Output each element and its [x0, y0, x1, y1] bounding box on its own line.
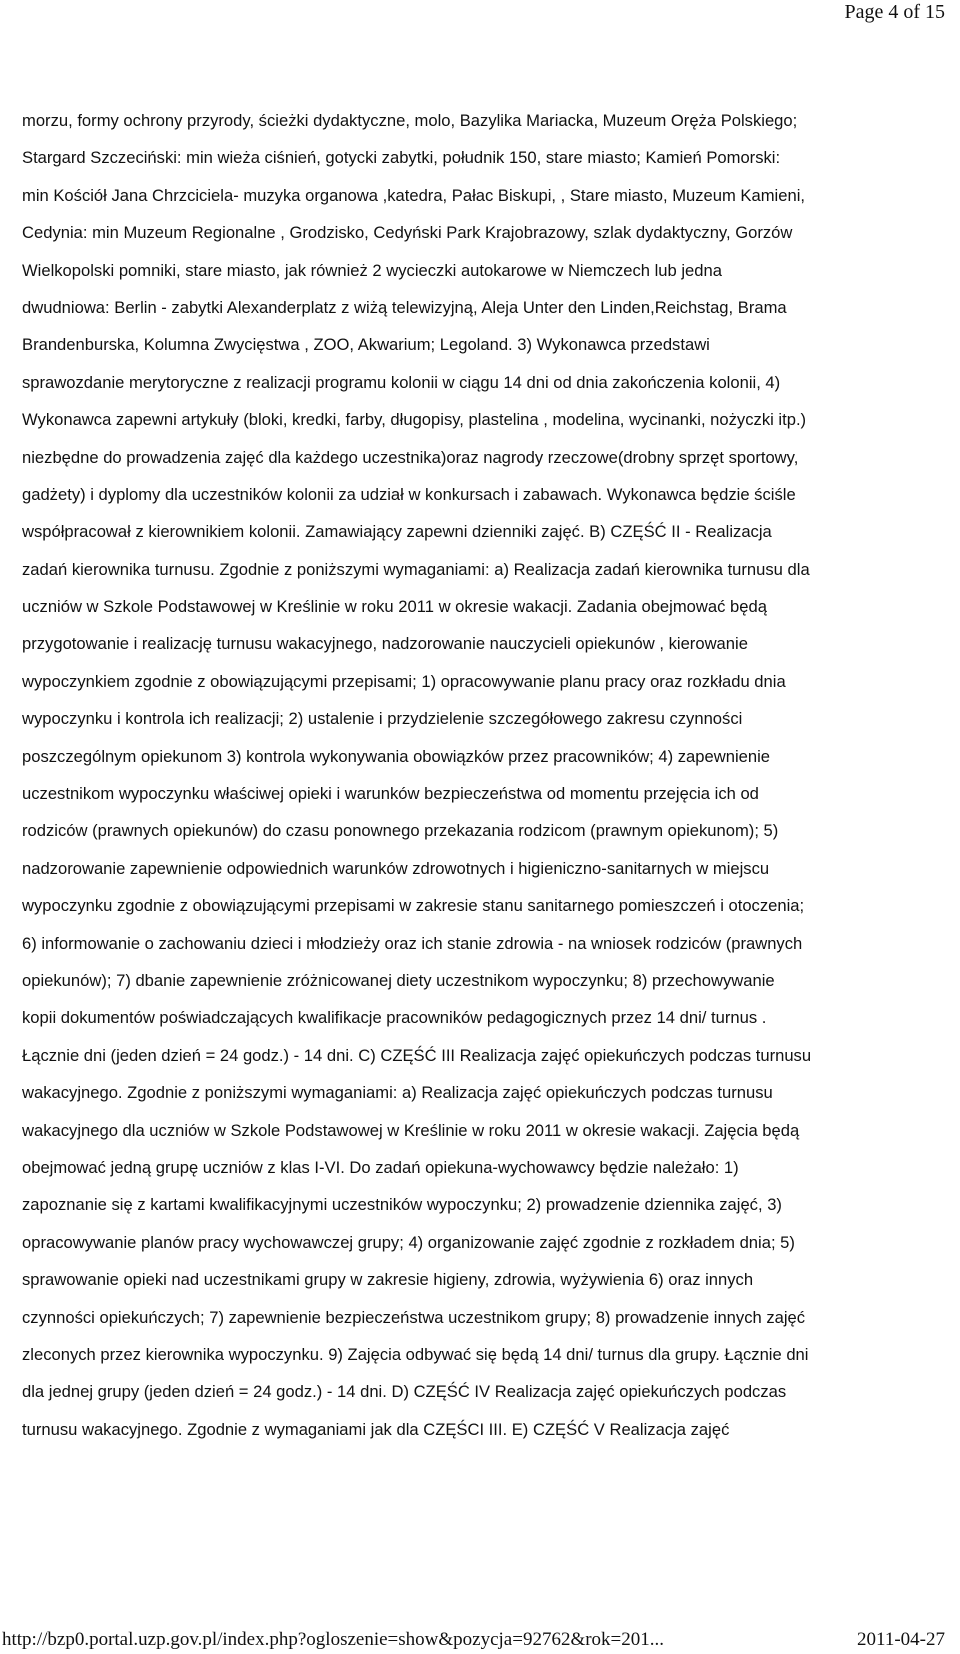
text-line: morzu, formy ochrony przyrody, ścieżki dydaktyczne, molo, Bazylika Mariacka, Muzeum Oręża Polskiego; — [22, 111, 798, 130]
text-line: Cedynia: min Muzeum Regionalne , Grodzisko, Cedyński Park Krajobrazowy, szlak dydaktyczny, Gorzów — [22, 223, 793, 243]
text-line: Stargard Szczeciński: min wieża ciśnień, gotycki zabytki, południk 150, stare miasto; Kamień Pomorski: — [22, 148, 781, 168]
text-line: nadzorowanie zapewnienie odpowiednich warunków zdrowotnych i higieniczno-sanitarnych w miejscu — [22, 858, 770, 878]
text-line: zapoznanie się z kartami kwalifikacyjnymi uczestników wypoczynku; 2) prowadzenie dziennika zajęć, 3) — [22, 1195, 782, 1215]
text-line: wypoczynku zgodnie z obowiązującymi przepisami w zakresie stanu sanitarnego pomieszczeń i otoczenia; — [22, 896, 805, 916]
text-line: min Kościół Jana Chrzciciela- muzyka organowa ,katedra, Pałac Biskupi, , Stare miasto, Muzeum Kamieni, — [22, 185, 805, 205]
text-line: obejmować jedną grupę uczniów z klas I-VI. Do zadań opiekuna-wychowawcy będzie należało: 1) — [22, 1157, 739, 1177]
text-line: zadań kierownika turnusu. Zgodnie z poniższymi wymaganiami: a) Realizacja zadań kierownika turnusu dla — [22, 559, 810, 579]
page-footer — [0, 1628, 960, 1652]
text-line: niezbędne do prowadzenia zajęć dla każdego uczestnika)oraz nagrody rzeczowe(drobny sprzęt sportowy, — [22, 447, 799, 467]
text-line: Brandenburska, Kolumna Zwycięstwa , ZOO, Akwarium; Legoland. 3) Wykonawca przedstawi — [22, 335, 710, 355]
text-line: Wielkopolski pomniki, stare miasto, jak również 2 wycieczki autokarowe w Niemczech lub jedna — [22, 260, 722, 280]
text-line: kopii dokumentów poświadczających kwalifikacje pracowników pedagogicznych przez 14 dni/ turnus . — [22, 1008, 767, 1028]
text-line: dwudniowa: Berlin - zabytki Alexanderplatz z wiżą telewizyjną, Aleja Unter den Linden,Reichstag, Brama — [22, 297, 787, 317]
text-line: uczniów w Szkole Podstawowej w Kreślinie w roku 2011 w okresie wakacji. Zadania obejmować będą — [22, 597, 767, 617]
page-indicator: Page 4 of 15 — [844, 1, 945, 23]
text-line: sprawowanie opieki nad uczestnikami grupy w zakresie higieny, zdrowia, wyżywienia 6) oraz innych — [22, 1270, 754, 1290]
document-body — [22, 102, 952, 1448]
text-line: sprawozdanie merytoryczne z realizacji programu kolonii w ciągu 14 dni od dnia zakończenia kolonii, 4) — [22, 372, 781, 392]
text-line: 6) informowanie o zachowaniu dzieci i młodzieży oraz ich stanie zdrowia - na wniosek rodziców (prawnych — [22, 933, 803, 953]
footer-date: 2011-04-27 — [857, 1629, 945, 1650]
text-line: poszczególnym opiekunom 3) kontrola wykonywania obowiązków przez pracowników; 4) zapewnienie — [22, 746, 771, 766]
text-line: rodziców (prawnych opiekunów) do czasu ponownego przekazania rodzicom (prawnym opiekunom); 5) — [22, 821, 779, 841]
text-line: gadżety) i dyplomy dla uczestników kolonii za udział w konkursach i zabawach. Wykonawca będzie ściśle — [22, 484, 796, 504]
text-line: turnusu wakacyjnego. Zgodnie z wymaganiami jak dla CZĘŚCI III. E) CZĘŚĆ V Realizacja zajęć — [22, 1419, 730, 1439]
text-line: czynności opiekuńczych; 7) zapewnienie bezpieczeństwa uczestnikom grupy; 8) prowadzenie innych zajęć — [22, 1307, 806, 1327]
text-line: przygotowanie i realizację turnusu wakacyjnego, nadzorowanie nauczycieli opiekunów , kierowanie — [22, 634, 748, 654]
text-line: opiekunów); 7) dbanie zapewnienie zróżnicowanej diety uczestnikom wypoczynku; 8) przechowywanie — [22, 970, 775, 990]
text-line: wakacyjnego dla uczniów w Szkole Podstawowej w Kreślinie w roku 2011 w okresie wakacji. Zajęcia będą — [22, 1120, 800, 1140]
text-line: uczestnikom wypoczynku właściwej opieki i warunków bezpieczeństwa od momentu przejęcia ich od — [22, 784, 759, 804]
text-line: Łącznie dni (jeden dzień = 24 godz.) - 14 dni. C) CZĘŚĆ III Realizacja zajęć opiekuńczych podczas turnusu — [22, 1045, 812, 1065]
text-line: wypoczynku i kontrola ich realizacji; 2) ustalenie i przydzielenie szczegółowego zakresu czynności — [22, 709, 743, 729]
text-line: współpracował z kierownikiem kolonii. Zamawiający zapewni dzienniki zajęć. B) CZĘŚĆ II - Realizacja — [22, 522, 772, 542]
text-line: zleconych przez kierownika wypoczynku. 9) Zajęcia odbywać się będą 14 dni/ turnus dla grupy. Łącznie dni — [22, 1344, 809, 1364]
text-line: wypoczynkiem zgodnie z obowiązującymi przepisami; 1) opracowywanie planu pracy oraz rozkładu dnia — [22, 671, 786, 691]
footer-url: http://bzp0.portal.uzp.gov.pl/index.php?ogloszenie=show&pozycja=92762&rok=201... — [2, 1629, 665, 1650]
text-line: Wykonawca zapewni artykuły (bloki, kredki, farby, długopisy, plastelina , modelina, wycinanki, nożyczki itp.) — [22, 410, 807, 430]
text-line: dla jednej grupy (jeden dzień = 24 godz.) - 14 dni. D) CZĘŚĆ IV Realizacja zajęć opiekuńczych podczas — [22, 1382, 787, 1402]
text-line: wakacyjnego. Zgodnie z poniższymi wymaganiami: a) Realizacja zajęć opiekuńczych podczas turnusu — [22, 1083, 773, 1103]
text-line: opracowywanie planów pracy wychowawczej grupy; 4) organizowanie zajęć zgodnie z rozkładem dnia; 5) — [22, 1232, 795, 1252]
